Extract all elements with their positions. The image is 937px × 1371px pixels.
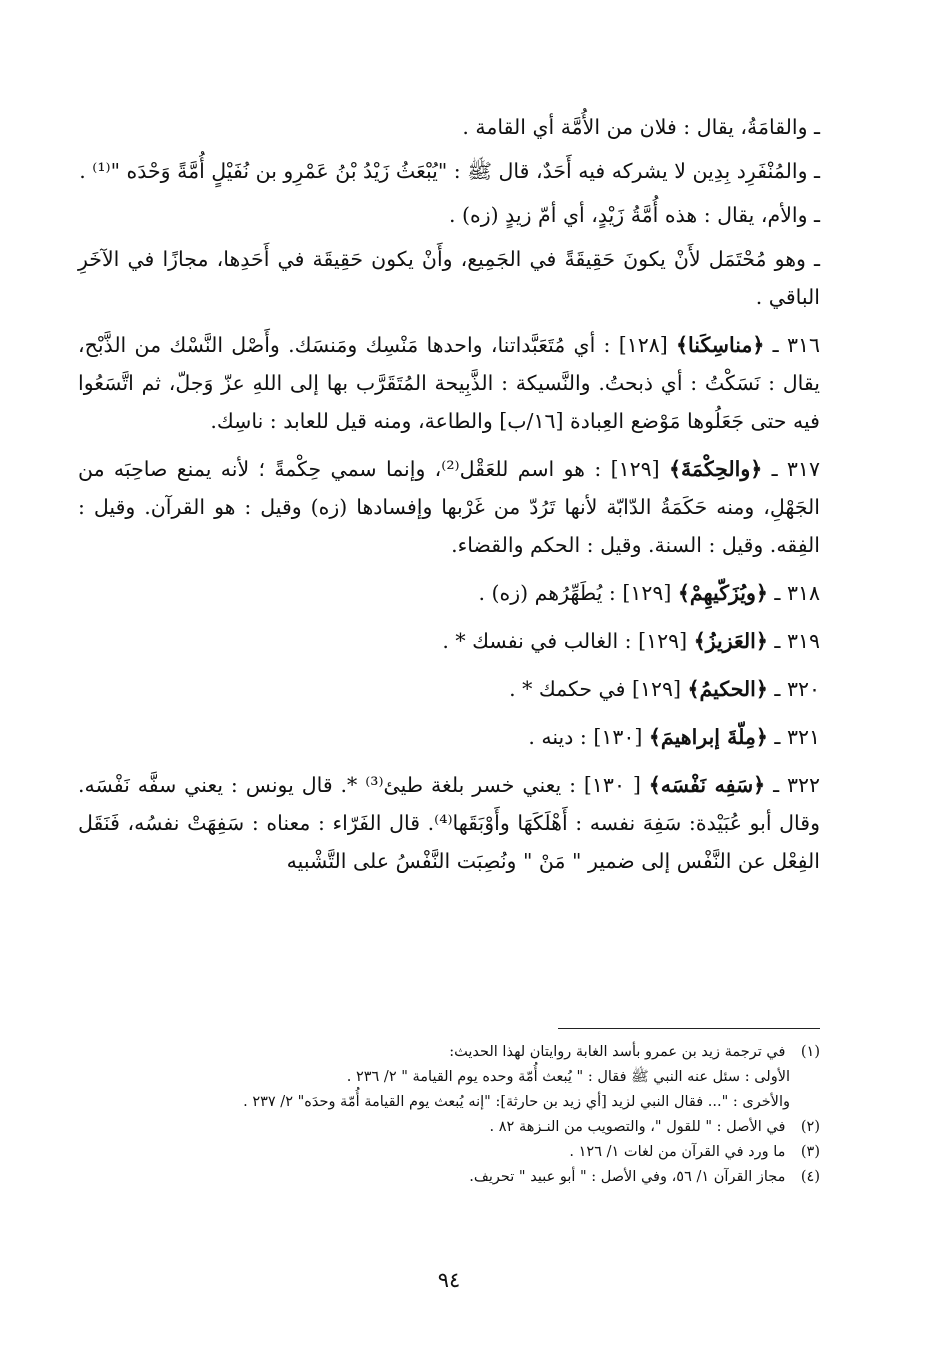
entry-term: ﴿ويُزَكّيهِمْ﴾ (677, 581, 768, 605)
entry-term: ﴿الحكيمُ﴾ (687, 677, 768, 701)
entry-text: : الغالب في نفسك * . (442, 629, 632, 653)
entry-text: : أي مُتَعَبَّداتنا، واحدها مَنْسِك ومَنسَك. وأَصْل النَّسْك من الذَّبْح، يقال : نَسَكْتُ : أي ذبحتُ. والنَّسيكة : الذَّبِيحة المُتَقَرَّب بها إلى اللهِ عزّ وَجلّ، ثم اتَّسَعُوا فيه حتى جَعَلُوها مَوْضع العِبادة [١٦/ب] والطاعة، ومنه قيل للعابد : ناسِك. (78, 333, 820, 433)
entry-318 (78, 574, 820, 612)
entry-322 (78, 766, 820, 880)
entry-text: : يعني خسر بلغة طيئ⁽³⁾ *. قال يونس : يعني سفَّه نَفْسَه. وقال أبو عُبَيْدة: سَفِهَ نفسه : أَهْلَكَهَا وأَوْبَقَها⁽⁴⁾. قال الفَرّاء : معناه : سَفِهَتْ نفسُه، فَنَقَل الفِعْل عن النَّفْس إلى ضمير " مَنْ " ونُصِبَت النَّفْسُ على التَّشْبيه (78, 773, 820, 873)
entry-ref: [١٢٨] (618, 333, 668, 357)
entry-term: ﴿مناسِكَنا﴾ (676, 333, 765, 357)
footnote-text: ما ورد في القرآن من لغات ١/ ١٢٦ . (569, 1144, 786, 1160)
footnote-2 (78, 1115, 820, 1140)
entry-text: : يُطَهِّرُهم (زه) . (478, 581, 616, 605)
entry-number: ٣١٩ ـ (774, 629, 820, 653)
entry-term: ﴿والحِكْمَةَ﴾ (668, 457, 763, 481)
footnote-1-first: الأولى : سئل عنه النبي ﷺ فقال : " يُبعث أُمّة وحده يوم القيامة " ٢/ ٢٣٦ . (346, 1069, 790, 1085)
entry-317 (78, 450, 820, 564)
entry-term: ﴿مِلّةَ إبراهيمَ﴾ (648, 725, 768, 749)
entry-number: ٣٢١ ـ (774, 725, 820, 749)
footnote-text: في ترجمة زيد بن عمرو بأسد الغابة روايتان لهذا الحديث: (449, 1044, 786, 1060)
entry-number: ٣٢٠ ـ (774, 677, 820, 701)
footnote-4 (78, 1165, 820, 1190)
entry-ref: [١٢٩] (622, 581, 672, 605)
entry-term: ﴿سَفِه نَفْسَه﴾ (648, 773, 766, 797)
entry-319 (78, 622, 820, 660)
footnote-1-second: والأخرى : "... فقال النبي لزيد [أي زيد بن حارثة]: "إنه يُبعث يوم القيامة أُمّة وحدَه" ٢/ ٢٣٧ . (243, 1094, 790, 1110)
entry-321 (78, 718, 820, 756)
entry-ref: [١٢٩] (638, 629, 688, 653)
intro-line-3: ـ والأم، يقال : هذه أُمَّةُ زَيْدٍ، أي أمّ زيدٍ (زه) . (448, 203, 820, 227)
entry-ref: [١٢٩] (631, 677, 681, 701)
footnote-number: (٣) (800, 1144, 820, 1160)
entry-320 (78, 670, 820, 708)
footnote-number: (١) (800, 1044, 820, 1060)
main-text (78, 108, 820, 880)
intro-line-4: ـ وهو مُحْتَمَل لأَنْ يكونَ حَقِيقَةً في الجَمِيع، وأَنْ يكون حَقِيقَة في أَحَدِها، مجازًا في الآخَرِ الباقي . (78, 247, 820, 309)
footnote-text: مجاز القرآن ١/ ٥٦، وفي الأصل : " أبو عبيد " تحريف. (469, 1169, 786, 1185)
entry-term: ﴿العَزيزُ﴾ (693, 629, 768, 653)
entry-text: : هو اسم للعَقْل⁽²⁾، وإنما سمي حِكْمةً ؛ لأنه يمنع صاحِبَه من الجَهْلِ، ومنه حَكَمَةُ الدّابّة لأنها تَرُدّ من غَرْبها وإفسادها (زه) وقيل : هو القرآن. وقيل : الفِقه. وقيل : السنة. وقيل : الحكم والقضاء. (78, 457, 820, 557)
entry-number: ٣١٦ ـ (772, 333, 820, 357)
document-page (78, 108, 820, 1328)
footnotes (78, 1040, 820, 1190)
entry-text: في حكمك * . (509, 677, 626, 701)
footnote-number: (٢) (800, 1119, 820, 1135)
footnote-text: في الأصل : " للقول "، والتصويب من النـزهة ٨٢ . (489, 1119, 786, 1135)
footnote-1 (78, 1040, 820, 1065)
entry-text: : دينه . (528, 725, 587, 749)
entry-ref: [ ١٣٠] (583, 773, 641, 797)
entry-ref: [١٢٩] (610, 457, 660, 481)
entry-number: ٣١٧ ـ (771, 457, 820, 481)
intro-line-2: ـ والمُنْفَرِد بِدِين لا يشركه فيه أَحَدٌ، قال ﷺ : "يُبْعَثُ زَيْدُ بْنُ عَمْرِو بن نُفَيْلٍ أُمَّةً وَحْدَه "⁽¹⁾ . (79, 159, 820, 183)
page-number: ٩٤ (437, 1268, 461, 1292)
entry-number: ٣١٨ ـ (774, 581, 820, 605)
intro-line-1: ـ والقامَةُ، يقال : فلان من الأُمَّة أي القامة . (462, 115, 820, 139)
entry-ref: [١٣٠] (593, 725, 643, 749)
footnote-divider (558, 1028, 820, 1029)
footnote-number: (٤) (800, 1169, 820, 1185)
entry-number: ٣٢٢ ـ (773, 773, 820, 797)
entry-316 (78, 326, 820, 440)
footnote-3 (78, 1140, 820, 1165)
